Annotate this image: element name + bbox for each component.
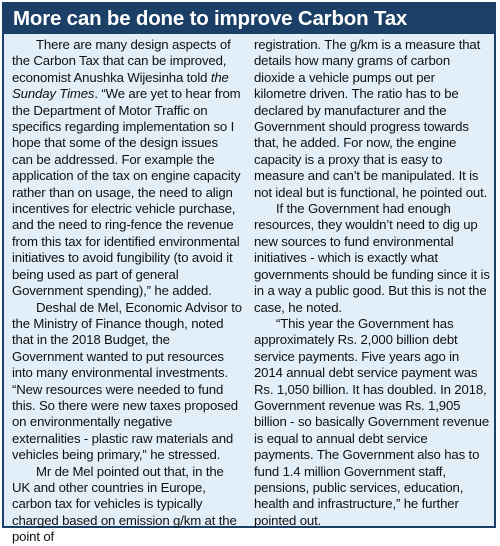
paragraph: If the Government had enough resources, they wouldn’t need to dig up new sources to fund environmental initiatives - which is exactly what governments should be funding since it is in a way a public good. But this is not the case, he noted.	[254, 201, 490, 315]
paragraph-continued: registration. The g/km is a measure that details how many grams of carbon dioxide a vehicle pumps out per kilometre driven. The ratio has to be declared by manufacturer and the Government should progress towards that, he added. For now, the engine capacity is a proxy that is easy to measure and can’t be manipulated. It is not ideal but is functional, he pointed out.	[254, 37, 488, 200]
paragraph: “This year the Government has approximately Rs. 2,000 billion debt service payments. Five years ago in 2014 annual debt service payment was Rs. 1,050 billion. It has doubled. In 2018, Government revenue was Rs. 1,905 billion - so basically Government revenue is equal to annual debt service payments. The Government also has to fund 1.4 million Government staff, pensions, public services, education, health and infrastructure,” he further pointed out.	[254, 315, 490, 528]
publication-name: the Sunday Times	[12, 69, 229, 102]
article-headline: More can be done to improve Carbon Tax	[4, 4, 494, 34]
paragraph-text: . “We are yet to hear from the Department of Motor Traffic on specifics regarding implementation so I hope that some of the design issues can be addressed. For example the application of the tax on engine capacity rather than on usage, the need to align incentives for electric vehicle purchase, and the need to ring-fence the revenue from this tax for identified environmental initiatives to avoid fungibility (to avoid it being used as part of general Government spending),” he added.	[12, 86, 241, 299]
article-box	[2, 2, 496, 545]
paragraph: Mr de Mel pointed out that, in the UK and other countries in Europe, carbon tax for vehicles is typically charged based on emission g/km at the point of	[12, 463, 237, 545]
paragraph-text: There are many design aspects of the Carbon Tax that can be improved, economist Anushka Wijesinha told	[12, 37, 231, 85]
right-column	[254, 37, 490, 529]
left-column	[12, 37, 242, 546]
paragraph	[12, 37, 242, 300]
paragraph: Deshal de Mel, Economic Advisor to the Ministry of Finance though, noted that in the 2018 Budget, the Government wanted to put resources into many environmental investments. “New resources were needed to fund this. So there were new taxes proposed on environmentally negative externalities - plastic raw materials and vehicles being primary,” he stressed.	[12, 299, 242, 463]
